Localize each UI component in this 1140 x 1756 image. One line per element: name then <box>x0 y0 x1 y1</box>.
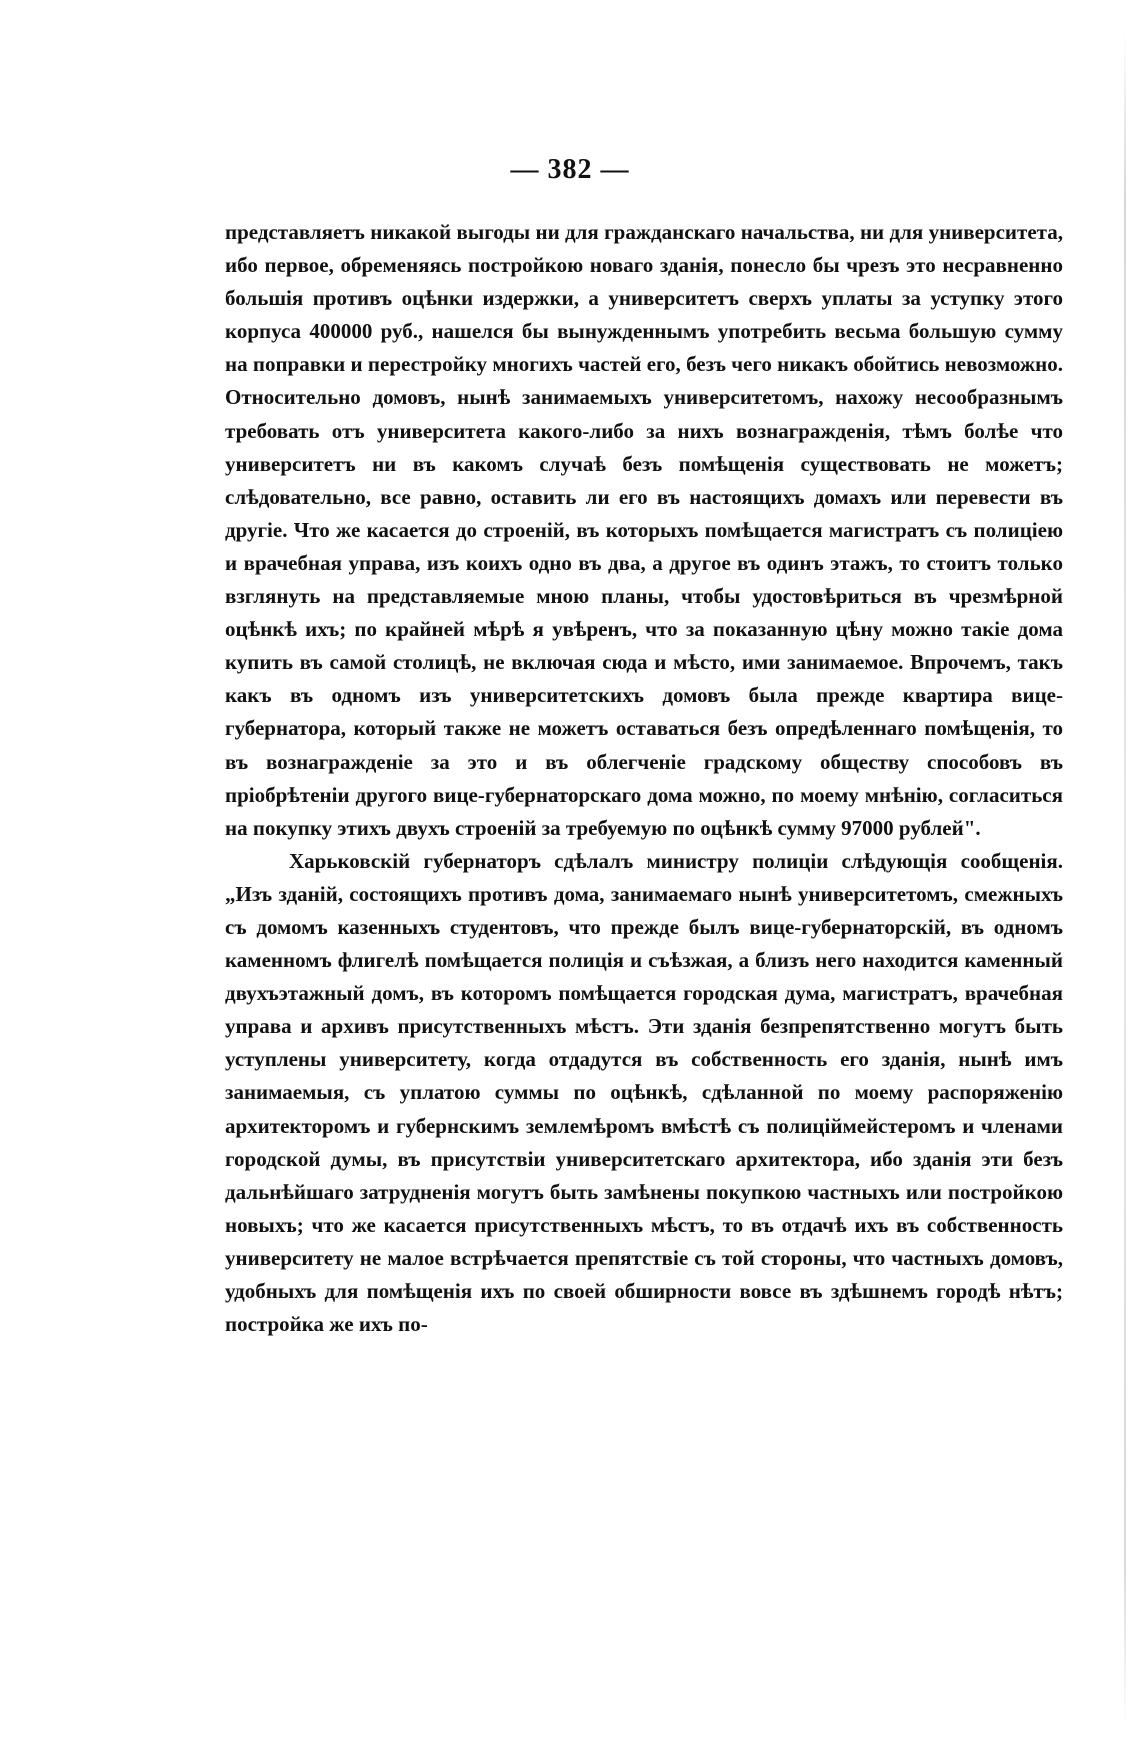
body-text <box>225 216 1063 1341</box>
paragraph-1: представляетъ никакой выгоды ни для гражданскаго начальства, ни для университета, ибо первое, обременяясь постройкою новаго зданія, понесло бы чрезъ это несравненно большія противъ оцѣнки издержки, а университетъ сверхъ уплаты за уступку этого корпуса 400000 руб., нашелся бы вынужденнымъ употребить весьма большую сумму на поправки и перестройку многихъ частей его, безъ чего никакъ обойтись невозможно. Относительно домовъ, нынѣ занимаемыхъ университетомъ, нахожу несообразнымъ требовать отъ университета какого-либо за нихъ вознагражденія, тѣмъ болѣе что университетъ ни въ какомъ случаѣ безъ помѣщенія существовать не можетъ; слѣдовательно, все равно, оставить ли его въ настоящихъ домахъ или перевести въ другіе. Что же касается до строеній, въ которыхъ помѣщается магистратъ съ полиціею и врачебная управа, изъ коихъ одно въ два, а другое въ одинъ этажъ, то стоитъ только взглянуть на представляемые мною планы, чтобы удостовѣриться въ чрезмѣрной оцѣнкѣ ихъ; по крайней мѣрѣ я увѣренъ, что за показанную цѣну можно такіе дома купить въ самой столицѣ, не включая сюда и мѣсто, ими занимаемое. Впрочемъ, такъ какъ въ одномъ изъ университетскихъ домовъ была прежде квартира вице-губернатора, который также не можетъ оставаться безъ опредѣленнаго помѣщенія, то въ вознагражденіе за это и въ облегченіе градскому обществу способовъ въ пріобрѣтеніи другого вице-губернаторскаго дома можно, по моему мнѣнію, согласиться на покупку этихъ двухъ строеній за требуемую по оцѣнкѣ сумму 97000 рублей". <box>225 220 1063 840</box>
page-number: — 382 — <box>510 154 630 185</box>
scan-edge-shadow <box>1124 30 1126 1730</box>
paragraph-2: Харьковскій губернаторъ сдѣлалъ министру полиціи слѣдующія сообщенія. „Изъ зданій, состоящихъ противъ дома, занимаемаго нынѣ университетомъ, смежныхъ съ домомъ казенныхъ студентовъ, что прежде былъ вице-губернаторскій, въ одномъ каменномъ флигелѣ помѣщается полиція и съѣзжая, а близъ него находится каменный двухъэтажный домъ, въ которомъ помѣщается городская дума, магистратъ, врачебная управа и архивъ присутственныхъ мѣстъ. Эти зданія безпрепятственно могутъ быть уступлены университету, когда отдадутся въ собственность его зданія, нынѣ имъ занимаемыя, съ уплатою суммы по оцѣнкѣ, сдѣланной по моему распоряженію архитекторомъ и губернскимъ землемѣромъ вмѣстѣ съ полиціймейстеромъ и членами городской думы, въ присутствіи университетскаго архитектора, ибо зданія эти безъ дальнѣйшаго затрудненія могутъ быть замѣнены покупкою частныхъ или постройкою новыхъ; что же касается присутственныхъ мѣстъ, то въ отдачѣ ихъ въ собственность университету не малое встрѣчается препятствіе съ той стороны, что частныхъ домовъ, удобныхъ для помѣщенія ихъ по своей обширности вовсе въ здѣшнемъ городѣ нѣтъ; постройка же ихъ по- <box>225 848 1063 1337</box>
